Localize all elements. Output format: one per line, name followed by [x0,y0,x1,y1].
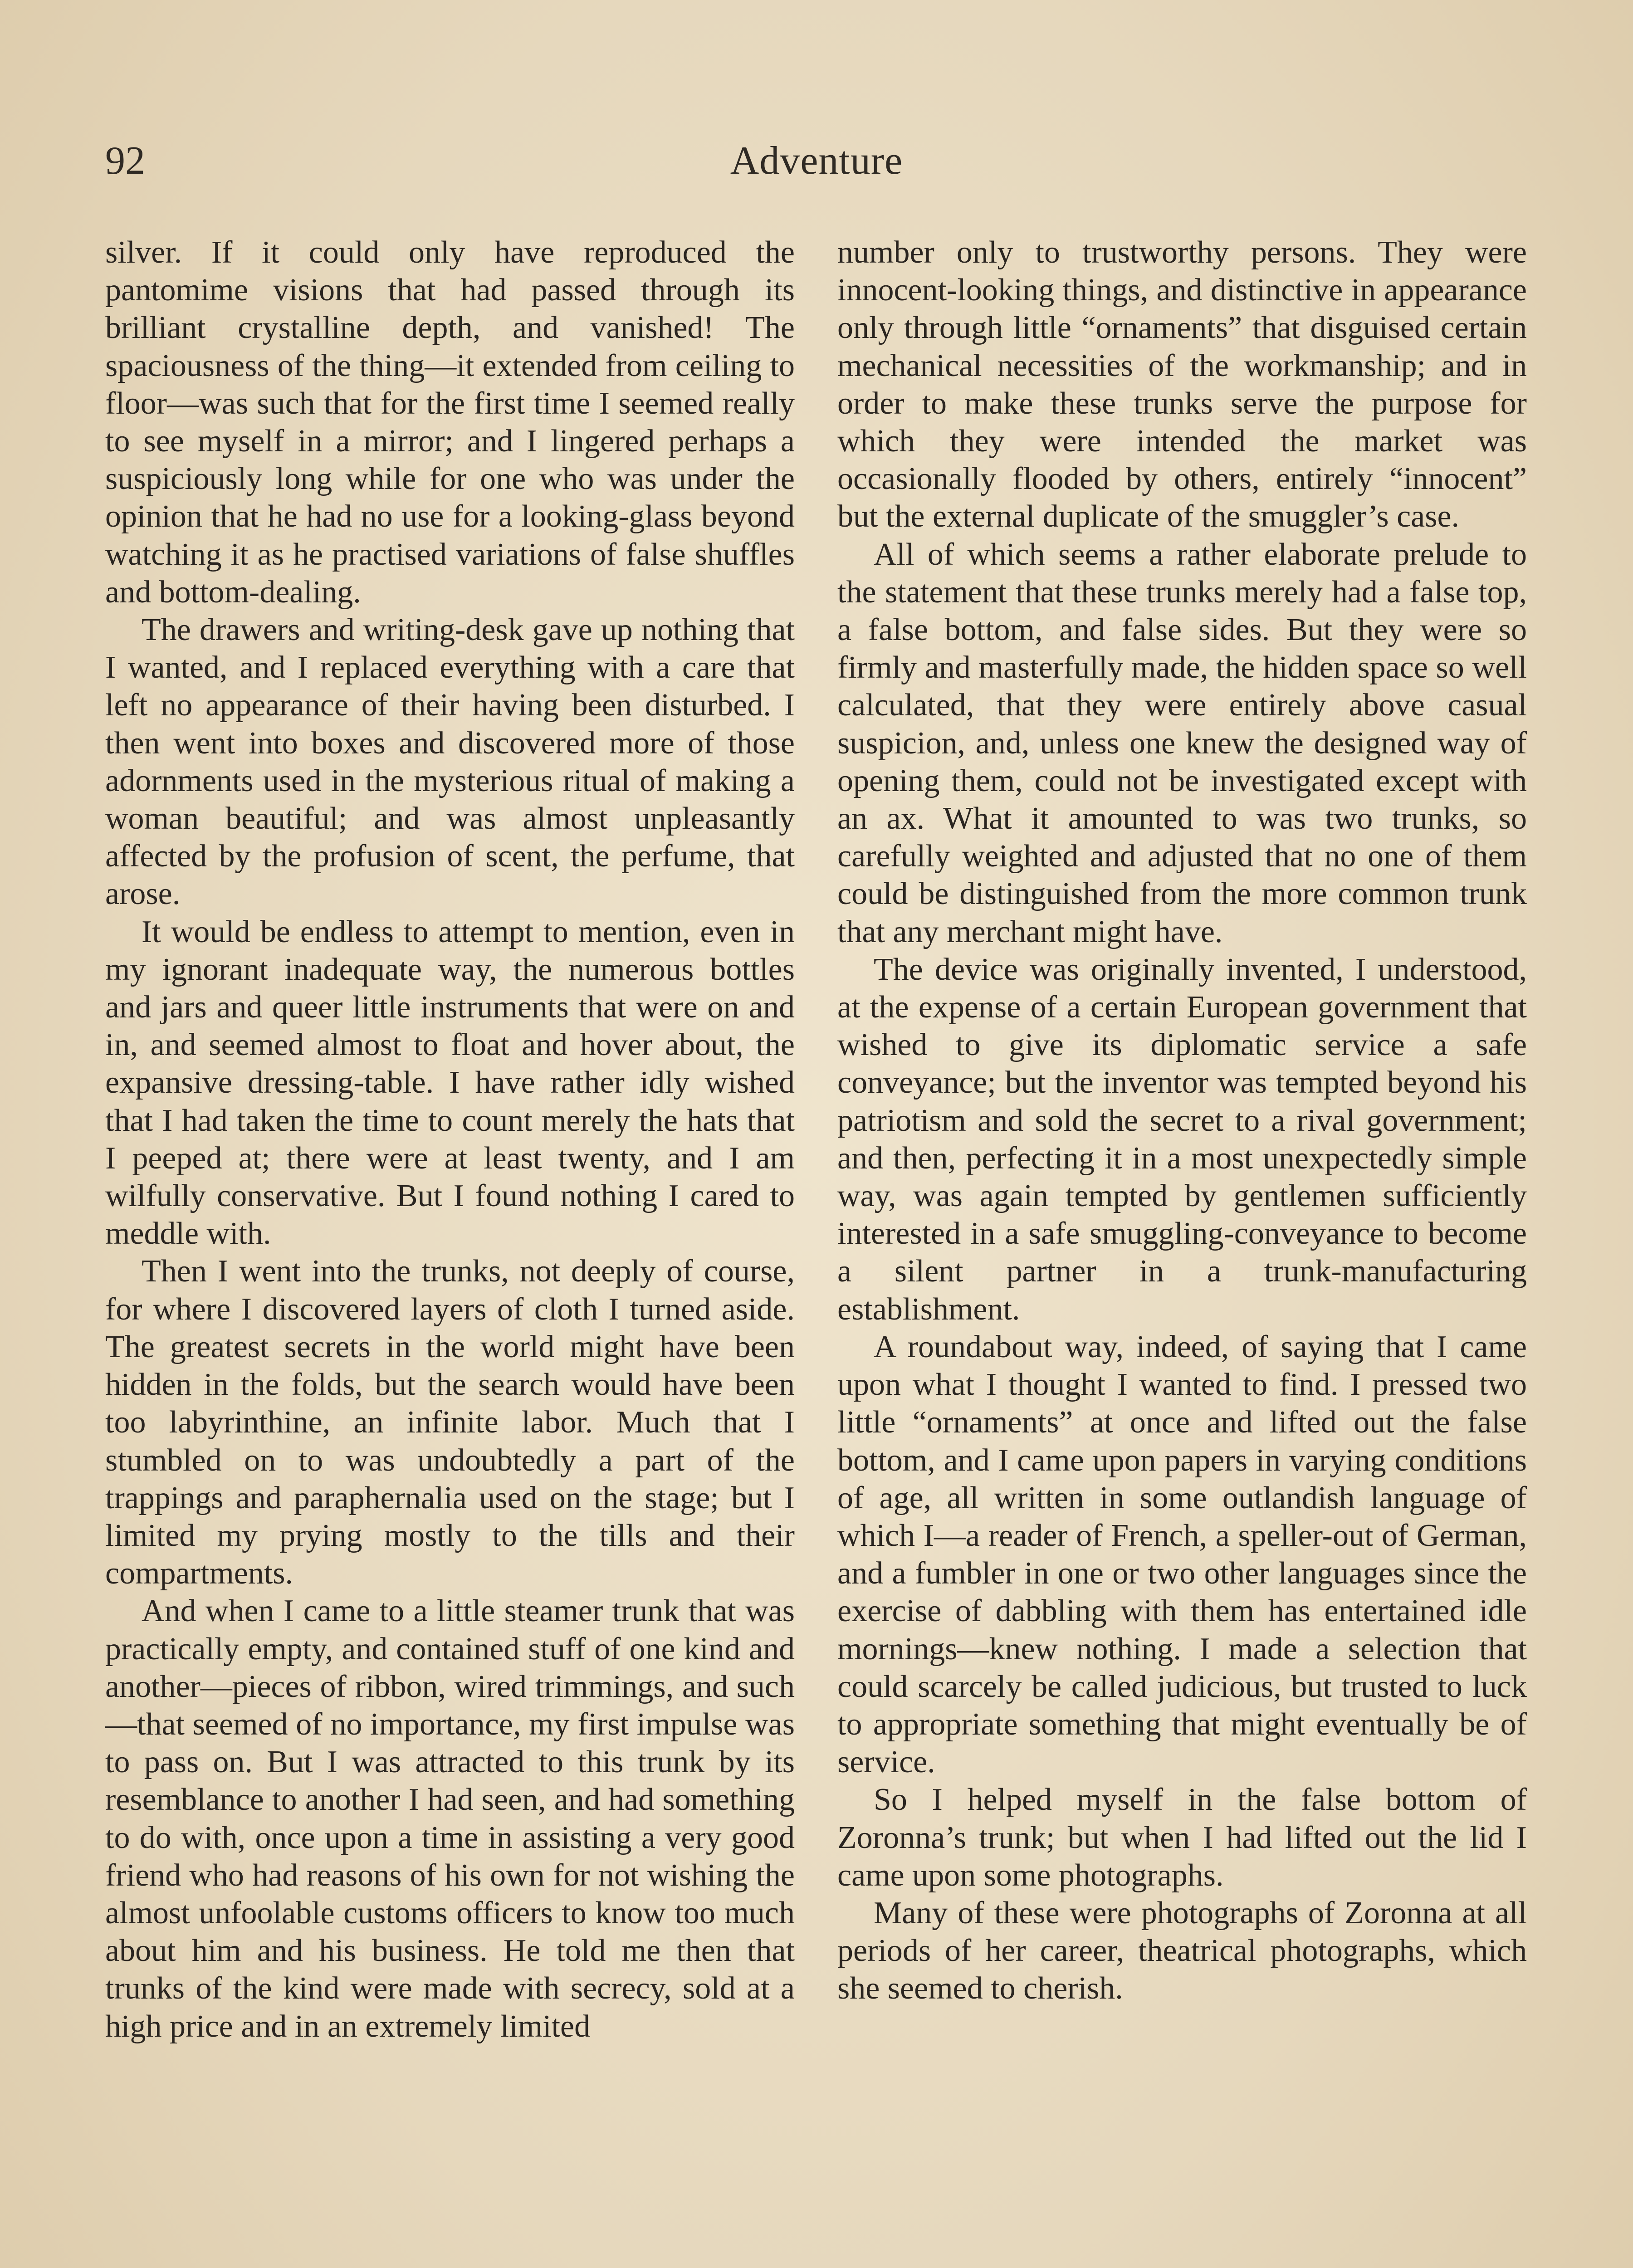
running-title: Adventure [730,139,903,183]
paragraph: All of which seems a rather elaborate prelude to the statement that these trunks merely had a false top, a false bottom, and false sides. But they were so firmly and masterfully made, the hidden space so well calculated, that they were entirely above casual suspicion, and, unless one knew the designed way of opening them, could not be investigated except with an ax. What it amounted to was two trunks, so carefully weighted and adjusted that no one of them could be distinguished from the more common trunk that any merchant might have. [837,537,1527,949]
paragraph: The device was originally invented, I understood, at the expense of a certain European government that wished to give its diplomatic service a safe conveyance; but the inventor was tempted beyond his patriotism and sold the secret to a rival government; and then, perfecting it in a most unexpectedly simple way, was again tempted by gentlemen sufficiently interested in a safe smuggling-conveyance to become a silent partner in a trunk-manufacturing establishment. [837,952,1527,1327]
paragraph: A roundabout way, indeed, of saying that I came upon what I thought I wanted to find. I pressed two little “ornaments” at once and lifted out the false bottom, and I came upon papers in varying conditions of age, all written in some outlandish language of which I—a reader of French, a speller-out of German, and a fumbler in one or two other languages since the exercise of dabbling with them has entertained idle mornings—knew nothing. I made a selection that could scarcely be called judicious, but trusted to luck to appropriate something that might eventually be of service. [837,1329,1527,1780]
paragraph: number only to trustworthy persons. They were innocent-looking things, and distinctive in appearance only through little “ornaments” that disguised certain mechanical necessities of the workmanship; and in order to make these trunks serve the purpose for which they were intended the market was occasionally flooded by others, entirely “innocent” but the external duplicate of the smuggler’s case. [837,235,1527,534]
left-column [105,234,795,2045]
paragraph: silver. If it could only have reproduced the pantomime visions that had passed through its brilliant crystalline depth, and vanished! The spaciousness of the thing—it extended from ceiling to floor—was such that for the first time I seemed really to see myself in a mirror; and I lingered perhaps a suspiciously long while for one who was under the opinion that he had no use for a looking-glass beyond watching it as he practised variations of false shuffles and bottom-dealing. [105,235,795,610]
paragraph: Many of these were photographs of Zoronna at all periods of her career, theatrical photographs, which she seemed to cherish. [837,1895,1527,2006]
right-column [837,234,1527,2008]
paragraph: The drawers and writing-desk gave up nothing that I wanted, and I replaced everything with a care that left no appearance of their having been disturbed. I then went into boxes and discovered more of those adornments used in the mysterious ritual of making a woman beautiful; and was almost unpleasantly affected by the profusion of scent, the perfume, that arose. [105,612,795,912]
paragraph: It would be endless to attempt to mention, even in my ignorant inadequate way, the numerous bottles and jars and queer little instruments that were on and in, and seemed almost to float and hover about, the expansive dressing-table. I have rather idly wished that I had taken the time to count merely the hats that I peeped at; there were at least twenty, and I am wilfully conservative. But I found nothing I cared to meddle with. [105,914,795,1251]
paragraph: So I helped myself in the false bottom of Zoronna’s trunk; but when I had lifted out the lid I came upon some photographs. [837,1782,1527,1893]
paragraph: Then I went into the trunks, not deeply of course, for where I discovered layers of cloth I turned aside. The greatest secrets in the world might have been hidden in the folds, but the search would have been too labyrinthine, an infinite labor. Much that I stumbled on to was undoubtedly a part of the trappings and paraphernalia used on the stage; but I limited my prying mostly to the tills and their compartments. [105,1254,795,1591]
page-header [105,136,1528,186]
page-number: 92 [105,139,145,183]
paragraph: And when I came to a little steamer trunk that was practically empty, and contained stuff of one kind and another—pieces of ribbon, wired trimmings, and such—that seemed of no importance, my first impulse was to pass on. But I was attracted to this trunk by its resemblance to another I had seen, and had something to do with, once upon a time in assisting a very good friend who had reasons of his own for not wishing the almost unfoolable customs officers to know too much about him and his business. He told me then that trunks of the kind were made with secrecy, sold at a high price and in an extremely limited [105,1593,795,2044]
